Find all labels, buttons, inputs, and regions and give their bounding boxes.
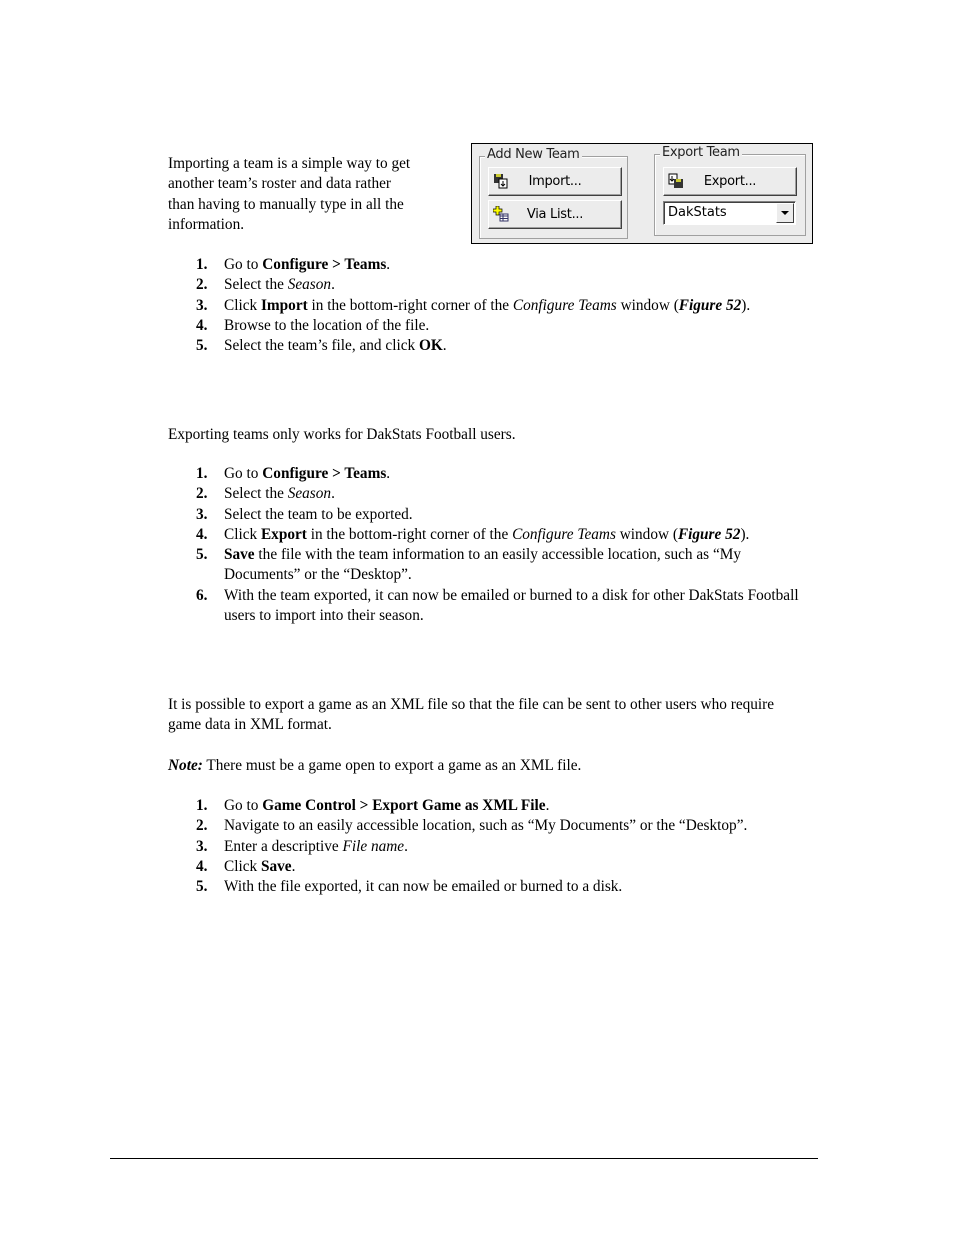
step-text: window (: [615, 525, 678, 543]
group-label: Export Team: [662, 145, 740, 160]
step-text: Import: [260, 296, 308, 314]
step-number: 2.: [196, 817, 208, 835]
step-number: 4.: [196, 316, 208, 334]
import-intro: [168, 154, 458, 235]
step-text: Browse to the location of the file.: [224, 316, 430, 334]
step-text: Configure Teams: [512, 525, 616, 543]
step-text: With the file exported, it can now be emailed or burned to a disk.: [224, 878, 623, 896]
add-new-team-group: [479, 147, 628, 239]
via-list-button[interactable]: Via List...: [488, 200, 622, 229]
step-text: Game Control > Export Game as XML File: [262, 797, 546, 814]
step-number: 4.: [196, 857, 208, 875]
step-text: ).: [740, 525, 750, 543]
step-number: 3.: [196, 505, 208, 523]
list-item: [196, 545, 816, 586]
step-number: 5.: [196, 337, 208, 355]
export-format-select[interactable]: DakStats: [663, 201, 796, 225]
step-text: Go to: [224, 797, 263, 814]
list-item: [196, 336, 816, 356]
step-number: 4.: [196, 525, 208, 543]
step-number: 3.: [196, 837, 208, 855]
list-item: [196, 484, 816, 504]
intro-line: another team’s roster and data rather: [168, 175, 391, 193]
step-text: Navigate to an easily accessible location, such as “My Documents” or the “Desktop”.: [224, 817, 748, 835]
export-steps: [196, 464, 816, 626]
step-text: .: [545, 797, 550, 814]
step-text: .: [331, 485, 335, 503]
step-text: Click: [224, 296, 261, 314]
step-text: window (: [616, 296, 679, 314]
step-text: .: [404, 837, 408, 855]
list-item: [196, 505, 816, 525]
export-team-group: [654, 145, 806, 236]
step-text: Season: [287, 485, 332, 503]
step-text: .: [442, 337, 447, 355]
step-number: 1.: [196, 256, 208, 273]
import-button[interactable]: Import...: [488, 167, 622, 196]
step-text: in the bottom-right corner of the: [306, 525, 513, 543]
list-item: [196, 857, 816, 877]
step-text: Save: [260, 857, 292, 875]
step-text: Season: [287, 276, 332, 294]
step-text: Save: [224, 546, 255, 564]
step-text: Export: [260, 525, 307, 543]
export-button[interactable]: Export...: [663, 167, 797, 196]
step-text: Select the team’s file, and click: [224, 337, 419, 355]
list-item: [196, 837, 816, 857]
step-number: 6.: [196, 586, 208, 604]
step-text: Configure > Teams: [262, 465, 387, 482]
intro-line: information.: [168, 215, 245, 233]
list-item: [196, 316, 816, 336]
step-number: 2.: [196, 485, 208, 503]
step-text: With the team exported, it can now be emailed or burned to a disk for other DakStats Football users to import into their season.: [224, 586, 799, 625]
step-text: the file with the team information to an easily accessible location, such as “My Documents” or the “Desktop”.: [224, 546, 741, 584]
step-text: .: [386, 465, 391, 482]
step-number: 1.: [196, 797, 208, 814]
step-text: .: [386, 256, 391, 273]
step-text: Select the: [224, 485, 288, 503]
list-item: [196, 296, 816, 316]
list-item: [196, 586, 816, 627]
step-text: Click: [224, 525, 261, 543]
step-text: Configure > Teams: [262, 256, 387, 273]
step-text: Configure Teams: [512, 296, 617, 314]
export-intro: Exporting teams only works for DakStats Football users.: [168, 426, 516, 443]
step-number: 3.: [196, 296, 208, 314]
footer-rule: [110, 1158, 818, 1159]
xml-intro: It is possible to export a game as an XML file so that the file can be sent to other users who require game data in XML format.: [168, 696, 775, 734]
step-text: Select the team to be exported.: [224, 505, 413, 523]
intro-line: Importing a team is a simple way to get: [168, 155, 411, 172]
step-number: 2.: [196, 276, 208, 294]
step-text: Go to: [224, 465, 263, 482]
list-item: [196, 796, 816, 816]
step-text: ).: [741, 296, 751, 314]
team-import-export-figure: [471, 143, 813, 244]
intro-line: than having to manually type in all the: [168, 195, 404, 213]
step-text: in the bottom-right corner of the: [307, 296, 513, 314]
list-item: [196, 275, 816, 295]
list-item: [196, 255, 816, 275]
step-text: .: [331, 276, 335, 294]
step-text: Enter a descriptive: [224, 837, 343, 855]
list-item: [196, 525, 816, 545]
step-text: Go to: [224, 256, 263, 273]
step-number: 5.: [196, 546, 208, 564]
list-item: [196, 464, 816, 484]
list-item: [196, 877, 816, 897]
step-text: OK: [418, 337, 443, 355]
step-text: .: [291, 857, 296, 875]
group-label: Add New Team: [487, 147, 580, 162]
step-text: Figure 52: [677, 525, 741, 543]
list-item: [196, 816, 816, 836]
import-steps: [196, 255, 816, 356]
step-text: Click: [224, 857, 261, 875]
step-number: 1.: [196, 465, 208, 482]
step-text: Select the: [224, 276, 288, 294]
step-number: 5.: [196, 878, 208, 896]
step-text: Figure 52: [678, 296, 742, 314]
xml-note: Note: There must be a game open to export a game as an XML file.: [168, 757, 582, 774]
xml-steps: [196, 796, 816, 897]
step-text: File name: [342, 837, 405, 855]
chevron-down-icon[interactable]: [776, 203, 794, 223]
